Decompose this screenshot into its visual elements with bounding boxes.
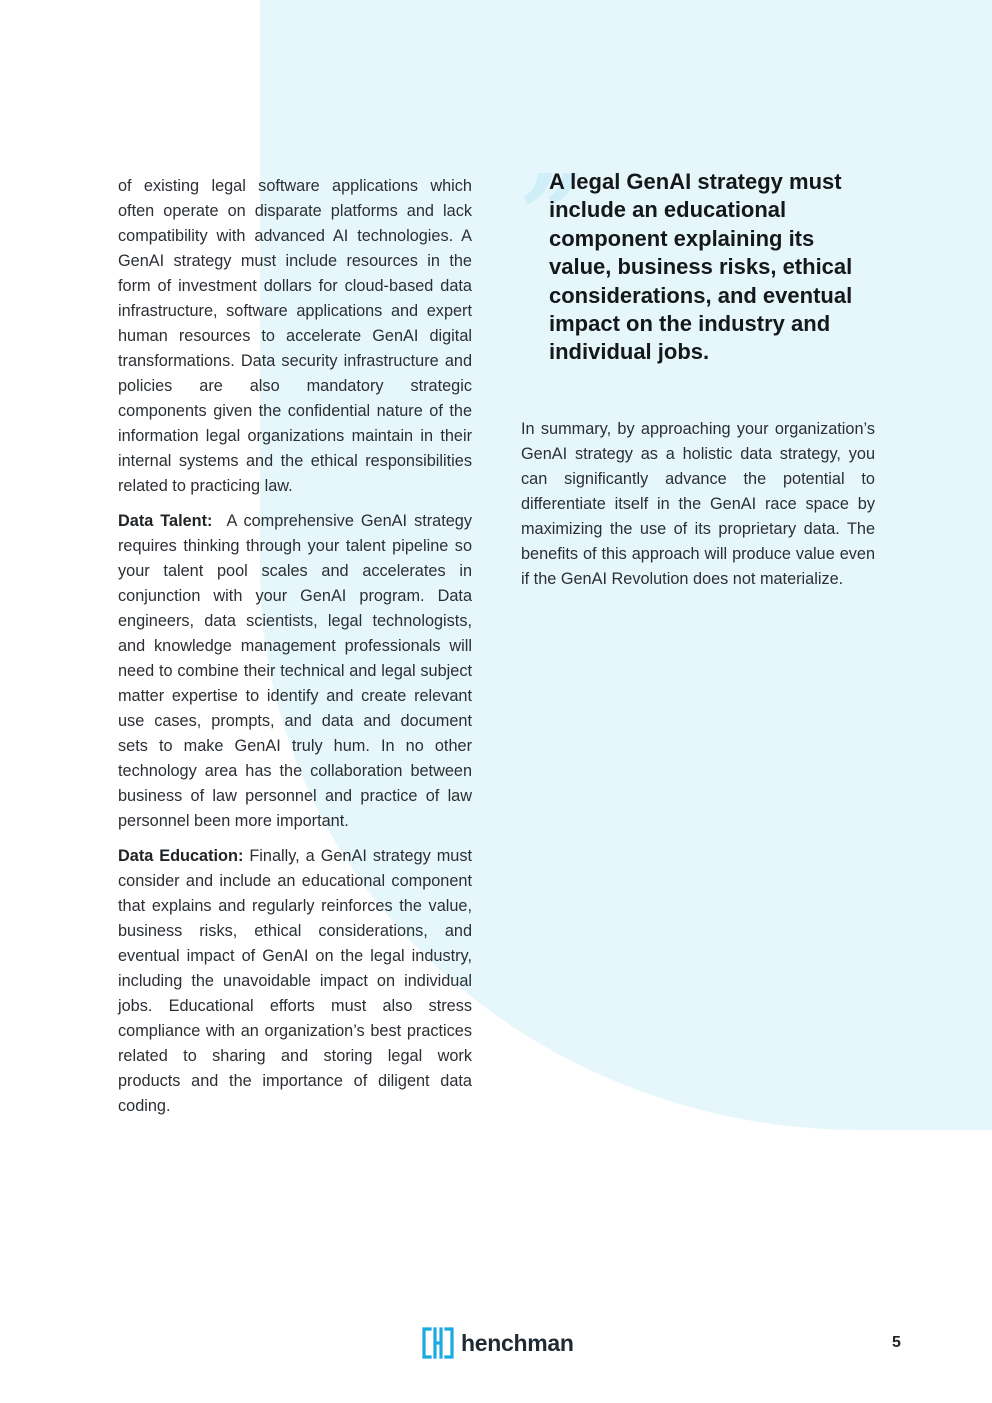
left-column	[118, 174, 472, 1129]
henchman-logo	[421, 1326, 574, 1360]
henchman-logo-icon	[421, 1326, 455, 1360]
paragraph-data-education	[118, 844, 472, 1119]
paragraph-data-talent	[118, 509, 472, 834]
pull-quote-text: A legal GenAI strategy must include an educational component explaining its value, business risks, ethical considerations, and eventual impact on the industry and individual jobs.	[549, 169, 853, 365]
page-number: 5	[892, 1334, 901, 1351]
summary-paragraph: In summary, by approaching your organization’s GenAI strategy as a holistic data strategy, you can significantly advance the potential to differentiate itself in the GenAI race space by maximizing the use of its proprietary data. The benefits of this approach will produce value even if the GenAI Revolution does not materialize.	[521, 420, 875, 588]
data-education-label: Data Education:	[118, 847, 244, 865]
data-education-text: Finally, a GenAI strategy must consider and include an educational component that explains and regularly reinforces the value, business risks, ethical considerations, and eventual impact of GenAI on the legal industry, including the unavoidable impact on individual jobs. Educational efforts must also stress compliance with an organization’s best practices related to sharing and storing legal work products and the importance of diligent data coding.	[118, 847, 472, 1115]
pull-quote	[520, 150, 880, 367]
data-talent-label: Data Talent:	[118, 512, 213, 530]
brand-name: henchman	[461, 1329, 574, 1356]
quote-mark-icon: ”	[520, 150, 584, 279]
data-talent-text: A comprehensive GenAI strategy requires thinking through your talent pipeline so your talent pool scales and accelerates in conjunction with your GenAI program. Data engineers, data scientists, legal technologists, and knowledge management professionals will need to combine their technical and legal subject matter expertise to identify and create relevant use cases, prompts, and data and document sets to make GenAI truly hum. In no other technology area has the collaboration between business of law personnel and practice of law personnel been more important.	[118, 512, 472, 830]
paragraph-infrastructure: of existing legal software applications which often operate on disparate platforms and lack compatibility with advanced AI technologies. A GenAI strategy must include resources in the form of investment dollars for cloud-based data infrastructure, software applications and expert human resources to accelerate GenAI digital transformations. Data security infrastructure and policies are also mandatory strategic components given the confidential nature of the information legal organizations maintain in their internal systems and the ethical responsibilities related to practicing law.	[118, 177, 472, 495]
